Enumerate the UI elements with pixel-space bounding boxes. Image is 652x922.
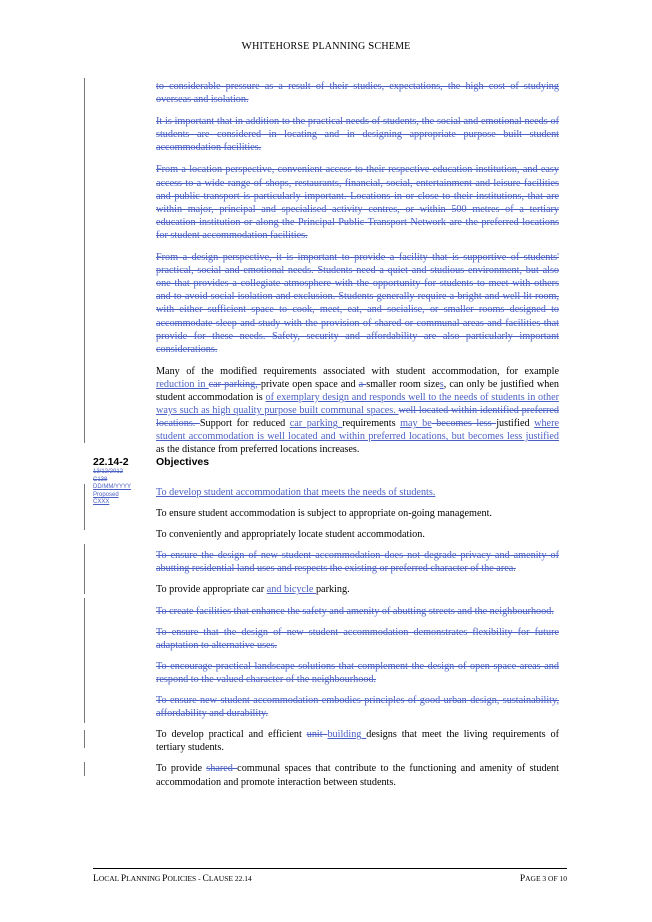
margin-note: Proposed [93, 491, 119, 498]
objective: To ensure new student accommodation embodies principles of good urban design, sustainability, affordability and durability. [156, 695, 559, 720]
paragraph: From a design perspective, it is important to provide a facility that is supportive of students' practical, social and emotional needs. Students need a quiet and studious environment, but also one that provides a collegiate atmosphere with the opportunity for students to meet with others and to avoid social isolation and exclusion. Students generally require a bright and well lit room, with either sufficient space to cook, meet, eat, and socialise, or smaller rooms designed to accommodate sleep and study with the provision of shared or communal areas and facilities that provide for these needs. Safety, security and affordability are also particularly important considerations. [156, 252, 559, 355]
footer-divider [93, 868, 567, 869]
paragraph: It is important that in addition to the practical needs of students, the social and emotional needs of students are considered in locating and in designing appropriate purpose built student accommodation facilities. [156, 116, 559, 154]
change-bar [84, 730, 85, 748]
margin-note: 13/12/2012 [93, 469, 124, 475]
objective: To provide shared communal spaces that contribute to the functioning and amenity of student accommodation and promote interaction between students. [156, 763, 559, 788]
margin-notes [93, 469, 153, 507]
objective: To conveniently and appropriately locate student accommodation. [156, 529, 425, 541]
footer-left: LOCAL PLANNING POLICIES - CLAUSE 22.14 [93, 874, 252, 884]
section-number: 22.14-2 [93, 456, 129, 468]
margin-note: CXXX [93, 499, 110, 506]
margin-note: C138 [93, 476, 108, 483]
footer-page-number: PAGE 3 OF 10 [519, 874, 567, 884]
page-header: WHITEHORSE PLANNING SCHEME [241, 40, 411, 52]
objective: To develop practical and efficient unit building designs that meet the living requirements of tertiary students. [156, 729, 559, 754]
margin-note: DD/MM/YYYY [93, 484, 132, 491]
objective: To create facilities that enhance the safety and amenity of abutting streets and the neighbourhood. [156, 605, 554, 617]
objectives-list [156, 486, 559, 789]
change-bar [84, 544, 85, 594]
paragraph: to considerable pressure as a result of their studies, expectations, the high cost of studying overseas and isolation. [156, 81, 559, 106]
change-bar [84, 78, 85, 443]
objective: To ensure the design of new student accommodation does not degrade privacy and amenity of abutting residential land uses and respects the existing or preferred character of the area. [156, 550, 559, 575]
change-bar [84, 762, 85, 776]
change-bar [84, 484, 85, 530]
paragraph: Many of the modified requirements associated with student accommodation, for example reduction in car parking, private open space and a smaller room sizes, can only be justified when student accommodation is of exemplary design and responds well to the needs of students in other ways such as high quality purpose built communal spaces. well located within identified preferred locations. Support for reduced car parking requirements may be becomes less justified where student accommodation is well located and within preferred locations, but becomes less justified as the distance from preferred locations increases. [156, 365, 559, 456]
objective: To develop student accommodation that meets the needs of students. [156, 487, 436, 498]
body-text-upper [156, 80, 559, 456]
change-bar [84, 598, 85, 723]
section-title: Objectives [156, 456, 210, 468]
objective: To ensure that the design of new student accommodation demonstrates flexibility for future adaptation to alternative uses. [156, 626, 559, 651]
paragraph: From a location perspective, convenient access to their respective education institution, and easy access to a wide range of shops, restaurants, financial, social, entertainment and leisure facilities and public transport is particularly important. Locations in or close to their institutions, that are within major, principal and specialised activity centres, or within 500 metres of a tertiary education institution or along the Principal Public Transport Network are the preferred locations for student accommodation facilities. [156, 164, 559, 241]
objective: To ensure student accommodation is subject to appropriate on-going management. [156, 508, 492, 520]
objective: To encourage practical landscape solutions that complement the design of open space areas and respond to the valued character of the neighbourhood. [156, 660, 559, 685]
objective: To provide appropriate car and bicycle parking. [156, 584, 350, 596]
